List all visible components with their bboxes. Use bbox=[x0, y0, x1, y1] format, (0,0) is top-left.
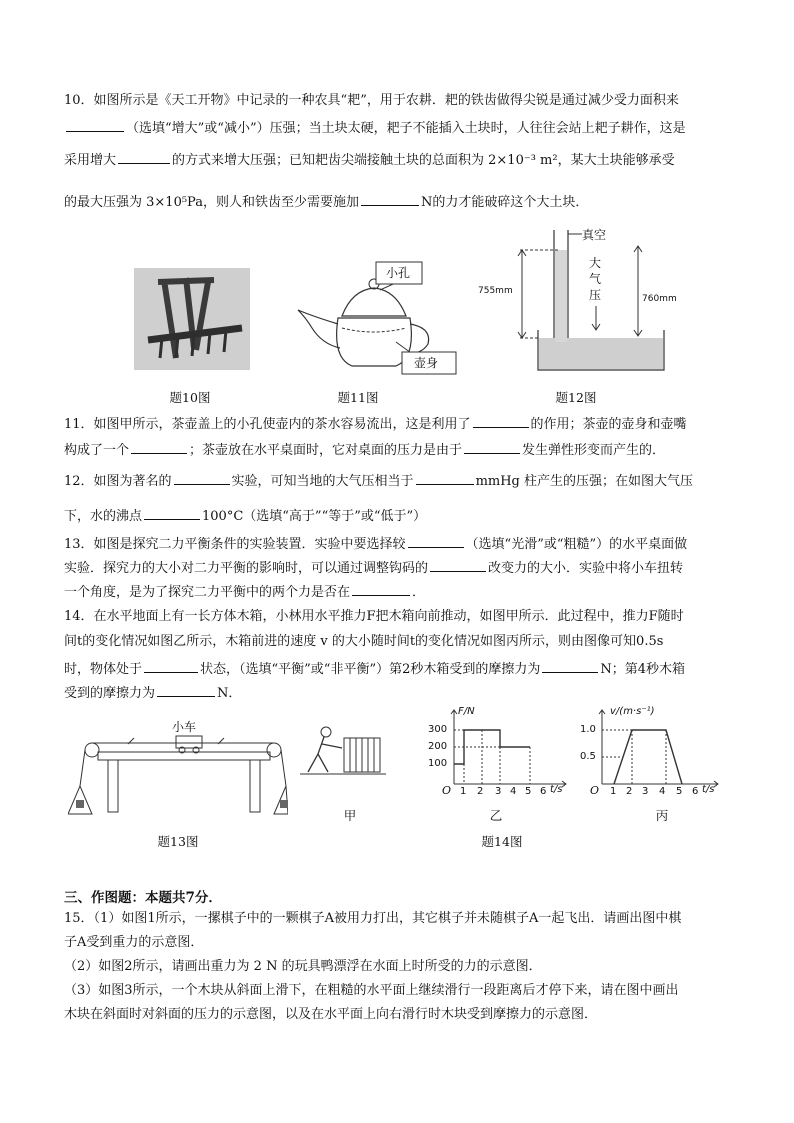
t-tick-1: 1 bbox=[460, 786, 467, 797]
q14-line4-b: N． bbox=[217, 686, 242, 701]
q12-line1 bbox=[64, 472, 693, 491]
f-tick-300: 300 bbox=[428, 724, 448, 735]
q10-line2-text: （选填“增大”或“减小”）压强；当土块太硬，耙子不能插入土块时，人往往会站上耙子耕作，这是 bbox=[126, 121, 686, 136]
q15-line3: （2）如图2所示，请画出重力为 2 N 的玩具鸭漂浮在水面上时所受的力的示意图． bbox=[64, 959, 542, 974]
vt-axis-label: t/s bbox=[702, 784, 715, 795]
caption-fig12: 题12图 bbox=[555, 390, 597, 405]
height-760-label: 760mm bbox=[642, 294, 677, 304]
v-axis-label: v/(m·s⁻¹) bbox=[610, 706, 655, 717]
force-time-graph bbox=[424, 704, 574, 814]
answer-blank[interactable] bbox=[473, 415, 529, 428]
vt-tick-5: 5 bbox=[676, 786, 683, 797]
height-755-label: 755mm bbox=[478, 286, 513, 296]
t-tick-2: 2 bbox=[477, 786, 484, 797]
vt-tick-1: 1 bbox=[610, 786, 617, 797]
answer-blank[interactable] bbox=[174, 472, 230, 485]
q14-line3-b: 状态，（选填“平衡”或“非平衡”）第2秒木箱受到的摩擦力为 bbox=[200, 662, 541, 677]
balance-apparatus-figure bbox=[68, 716, 288, 821]
q10-line3-a: 采用增大 bbox=[64, 153, 117, 168]
section-title: 三、作图题：本题共7分． bbox=[64, 890, 222, 906]
vacuum-label: 真空 bbox=[582, 228, 607, 242]
t-axis-label: t/s bbox=[550, 784, 563, 795]
q15-line2: 子A受到重力的示意图． bbox=[64, 935, 204, 950]
answer-blank[interactable] bbox=[416, 472, 474, 485]
origin-label: O bbox=[442, 784, 452, 797]
q14-line4-a: 受到的摩擦力为 bbox=[64, 686, 156, 701]
answer-blank[interactable] bbox=[131, 441, 187, 454]
q13-line2-b: 改变力的大小．实验中将小车扭转 bbox=[488, 561, 684, 576]
f-axis-label: F/N bbox=[458, 706, 475, 717]
f-tick-200: 200 bbox=[428, 741, 448, 752]
v-tick-05: 0.5 bbox=[580, 751, 596, 762]
q11-line2-c: 发生弹性形变而产生的． bbox=[522, 443, 666, 458]
q15-line1: 15．（1）如图1所示，一摞棋子中的一颗棋子A被用力打出，其它棋子并未随棋子A一起飞出．请画出图中棋 bbox=[64, 911, 682, 926]
answer-blank[interactable] bbox=[144, 660, 198, 673]
q14-line3 bbox=[64, 660, 685, 679]
atm-label-3: 压 bbox=[589, 288, 602, 302]
answer-blank[interactable] bbox=[157, 684, 215, 697]
t-tick-6: 6 bbox=[540, 786, 547, 797]
q14-line3-c: N；第4秒木箱 bbox=[600, 662, 686, 677]
q13-line3-end: ． bbox=[412, 585, 426, 600]
q14-line4 bbox=[64, 684, 241, 703]
v-tick-1: 1.0 bbox=[580, 724, 596, 735]
label-bing: 丙 bbox=[655, 808, 669, 823]
atm-label-1: 大 bbox=[589, 256, 602, 270]
q15-line4: （3）如图3所示，一个木块从斜面上滑下，在粗糙的水平面上继续滑行一段距离后才停下来，请在图中画出 bbox=[64, 983, 679, 998]
q10-line2 bbox=[64, 119, 686, 138]
q14-line1: 14．在水平地面上有一长方体木箱，小林用水平推力F把木箱向前推动，如图甲所示．此过程中，推力F随时 bbox=[64, 609, 684, 624]
q13-line3 bbox=[64, 583, 425, 602]
answer-blank[interactable] bbox=[464, 441, 520, 454]
t-tick-3: 3 bbox=[495, 786, 502, 797]
caption-fig11: 题11图 bbox=[337, 390, 379, 405]
q11-line1-a: 11．如图甲所示，茶壶盖上的小孔使壶内的茶水容易流出，这是利用了 bbox=[64, 417, 471, 432]
answer-blank[interactable] bbox=[144, 507, 200, 520]
q14-line2: 间t的变化情况如图乙所示，木箱前进的速度 v 的大小随时间t的变化情况如图丙所示，则由图像可知0.5s bbox=[64, 634, 664, 649]
torricelli-figure bbox=[478, 226, 698, 376]
q12-line1-c: mmHg 柱产生的压强；在如图大气压 bbox=[475, 474, 694, 489]
label-yi: 乙 bbox=[489, 808, 503, 823]
t-tick-4: 4 bbox=[510, 786, 517, 797]
q15-line5: 木块在斜面时对斜面的压力的示意图，以及在水平面上向右滑行时木块受到摩擦力的示意图． bbox=[64, 1007, 598, 1022]
label-jia: 甲 bbox=[343, 808, 357, 823]
rake-photo bbox=[134, 268, 250, 370]
atm-label-2: 气 bbox=[589, 272, 602, 286]
t-tick-5: 5 bbox=[525, 786, 532, 797]
q10-line1: 10．如图所示是《天工开物》中记录的一种农具“耙”，用于农耕．耙的铁齿做得尖锐是通过减少受力面积来 bbox=[64, 93, 679, 108]
f-tick-100: 100 bbox=[428, 758, 448, 769]
q12-line2-b: 100°C（选填“高于”“等于”或“低于”） bbox=[202, 509, 427, 524]
q10-line4-a: 的最大压强为 3×10⁵Pa，则人和铁齿至少需要施加 bbox=[64, 195, 359, 210]
q13-line1-a: 13．如图是探究二力平衡条件的实验装置．实验中要选择较 bbox=[64, 537, 406, 552]
q10-line3-b: 的方式来增大压强；已知耙齿尖端接触土块的总面积为 2×10⁻³ m²，某大土块能够承受 bbox=[172, 153, 675, 168]
vt-tick-3: 3 bbox=[642, 786, 649, 797]
caption-fig13: 题13图 bbox=[157, 834, 199, 849]
q13-line1 bbox=[64, 535, 687, 554]
q13-line2 bbox=[64, 559, 683, 578]
q10-line4-b: N的力才能破碎这个大土块． bbox=[420, 195, 589, 210]
answer-blank[interactable] bbox=[430, 559, 486, 572]
vt-tick-4: 4 bbox=[659, 786, 666, 797]
q12-line1-a: 12．如图为著名的 bbox=[64, 474, 172, 489]
vt-tick-2: 2 bbox=[626, 786, 633, 797]
answer-blank[interactable] bbox=[542, 660, 598, 673]
q13-line3-text: 一个角度，是为了探究二力平衡中的两个力是否在 bbox=[64, 585, 351, 600]
pushing-box-figure bbox=[298, 724, 388, 780]
velocity-time-graph bbox=[580, 704, 730, 814]
pot-body-label: 壶身 bbox=[414, 356, 439, 370]
car-label: 小车 bbox=[172, 720, 197, 734]
vt-tick-6: 6 bbox=[692, 786, 699, 797]
q12-line2-a: 下，水的沸点 bbox=[64, 509, 143, 524]
q13-line2-a: 实验．探究力的大小对二力平衡的影响时，可以通过调整钩码的 bbox=[64, 561, 429, 576]
q11-line2-b: ；茶壶放在水平桌面时，它对桌面的压力是由于 bbox=[189, 443, 463, 458]
q11-line2 bbox=[64, 441, 665, 460]
q12-line2 bbox=[64, 507, 426, 526]
q11-line1 bbox=[64, 415, 687, 434]
caption-fig10: 题10图 bbox=[169, 390, 211, 405]
q11-line1-b: 的作用；茶壶的壶身和壶嘴 bbox=[530, 417, 687, 432]
origin-label-v: O bbox=[590, 784, 600, 797]
q14-line3-a: 时，物体处于 bbox=[64, 662, 143, 677]
answer-blank[interactable] bbox=[66, 119, 124, 132]
answer-blank[interactable] bbox=[361, 193, 419, 206]
answer-blank[interactable] bbox=[118, 151, 170, 164]
hole-label: 小孔 bbox=[386, 266, 411, 280]
q10-line3 bbox=[64, 151, 675, 170]
q11-line2-a: 构成了一个 bbox=[64, 443, 130, 458]
q12-line1-b: 实验，可知当地的大气压相当于 bbox=[231, 474, 414, 489]
caption-fig14: 题14图 bbox=[481, 834, 523, 849]
q13-line1-b: （选填“光滑”或“粗糙”）的水平桌面做 bbox=[465, 537, 688, 552]
teapot-figure bbox=[292, 258, 472, 378]
answer-blank[interactable] bbox=[352, 583, 410, 596]
answer-blank[interactable] bbox=[408, 535, 464, 548]
q10-line4 bbox=[64, 193, 588, 212]
